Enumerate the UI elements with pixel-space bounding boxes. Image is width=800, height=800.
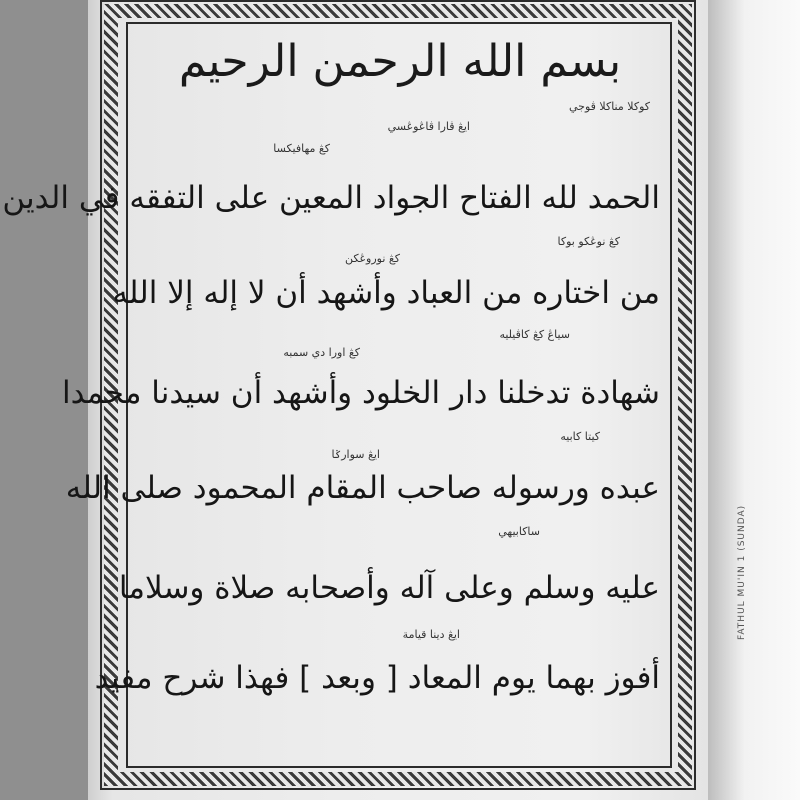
interlinear-gloss: سياڠ كڠ كاڤيليه [499,328,570,341]
interlinear-gloss: ساكابيهي [498,525,540,538]
interlinear-gloss: ايڠ سوارݢا [331,448,380,461]
interlinear-gloss: كڠ نوروڠكن [345,252,400,265]
interlinear-gloss: ايڠ دينا قيامة [402,628,460,641]
main-text-line-5: عليه وسلم وعلى آله وأصحابه صلاة وسلاما [118,570,660,606]
interlinear-gloss: ايڠ ڤارا ڤاڠوڠسي [387,120,470,133]
main-text-line-6: أفوز بهما يوم المعاد [ وبعد ] فهذا شرح مفيد [94,660,660,696]
main-text-line-3: شهادة تدخلنا دار الخلود وأشهد أن سيدنا محمدا [62,375,660,411]
main-text-line-4: عبده ورسوله صاحب المقام المحمود صلى الله [65,470,660,506]
interlinear-gloss: كڠ نوڠكو بوكا [557,235,620,248]
interlinear-gloss: كڠ مهافيكسا [273,142,330,155]
main-text-line-1: الحمد لله الفتاح الجواد المعين على التفقه في الدين [2,180,660,216]
book-title-label: FATHUL MU'IN 1 (SUNDA) [737,504,747,640]
interlinear-gloss: كيتا كابيه [560,430,600,443]
main-text-line-2: من اختاره من العباد وأشهد أن لا إله إلا الله [112,275,660,311]
interlinear-gloss: كڠ اورا دي سمبه [283,346,360,359]
text-block [2,30,660,760]
bismillah-heading: بسم الله الرحمن الرحيم [178,36,622,87]
adjacent-page-edge [708,0,800,800]
interlinear-gloss: كوكلا مناكلا ڤوجي [569,100,650,113]
